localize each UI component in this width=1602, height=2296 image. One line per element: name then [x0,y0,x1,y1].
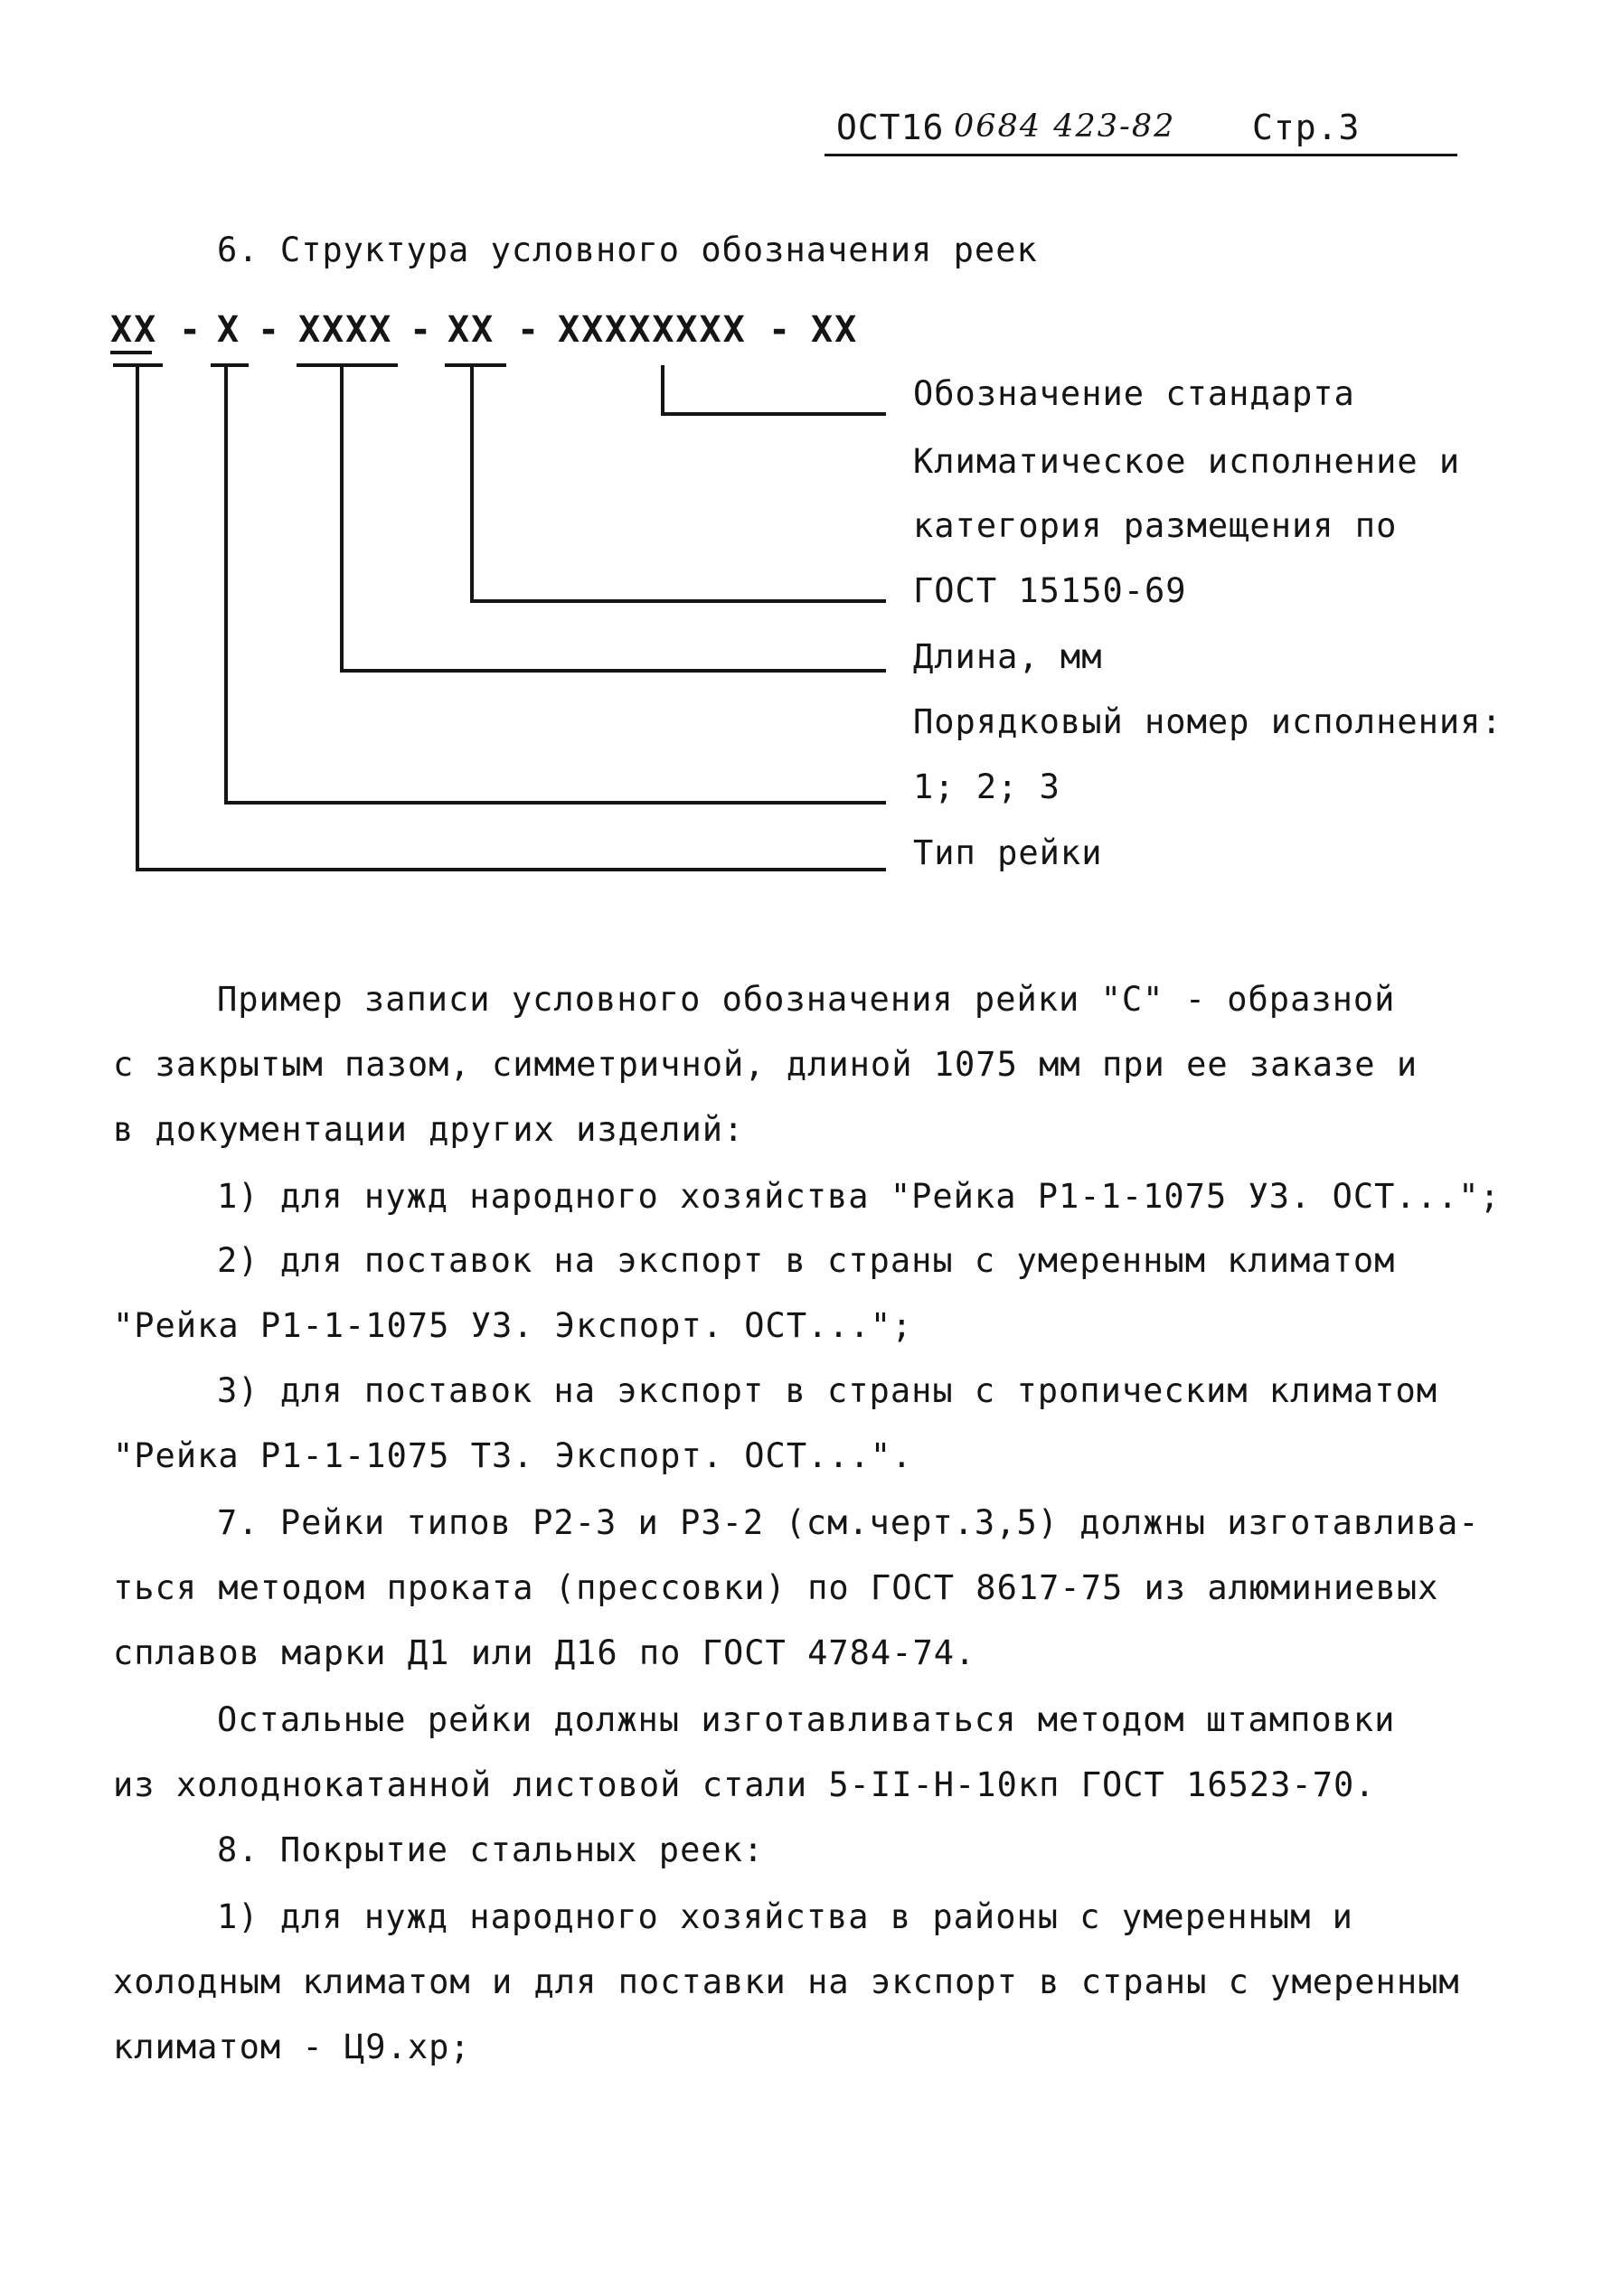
code-separator: - [768,309,793,351]
label-climate-line-2: категория размещения по [913,506,1398,545]
example-item-2-line-2: "Рейка Р1-1-1075 У3. Экспорт. ОСТ..."; [113,1306,913,1345]
code-group-variant: X [217,309,241,351]
example-item-1: 1) для нужд народного хозяйства "Рейка Р1-1-1075 У3. ОСТ..."; [217,1177,1501,1216]
section-7-line-1: 7. Рейки типов Р2-3 и Р3-2 (см.черт.3,5) должны изготавлива- [217,1503,1480,1542]
example-intro-line-2: с закрытым пазом, симметричной, длиной 1075 мм при ее заказе и [113,1045,1418,1084]
section-8-item-1-line-1: 1) для нужд народного хозяйства в районы с умеренным и [217,1897,1353,1936]
label-standard-designation: Обозначение стандарта [913,374,1355,413]
section-7-line-3: сплавов марки Д1 или Д16 по ГОСТ 4784-74. [113,1633,976,1672]
code-group-last: XX [811,309,859,351]
code-group-climate: XX [448,309,495,351]
section-6-heading: 6. Структура условного обозначения реек [217,231,1038,269]
section-8-item-1-line-3: климатом - Ц9.хр; [113,2028,471,2066]
code-separator: - [179,309,203,351]
example-intro-line-3: в документации других изделий: [113,1110,745,1149]
label-rail-type: Тип рейки [913,833,1103,872]
label-climate-line-3: ГОСТ 15150-69 [913,571,1187,610]
code-group-standard: XXXXXXXX [558,309,747,351]
section-8-item-1-line-2: холодным климатом и для поставки на экспорт в страны с умеренным [113,1962,1460,2001]
section-7-line-2: ться методом проката (прессовки) по ГОСТ 8617-75 из алюминиевых [113,1568,1439,1607]
code-separator: - [258,309,282,351]
code-separator: - [410,309,434,351]
code-separator: - [517,309,542,351]
page-number: Стр.3 [1252,108,1361,147]
standard-number-handwritten: 0684 423-82 [954,108,1176,145]
example-item-2-line-1: 2) для поставок на экспорт в страны с умеренным климатом [217,1241,1396,1280]
section-8-heading: 8. Покрытие стальных реек: [217,1830,765,1869]
example-item-3-line-2: "Рейка Р1-1-1075 Т3. Экспорт. ОСТ...". [113,1436,913,1475]
example-item-3-line-1: 3) для поставок на экспорт в страны с тропическим климатом [217,1371,1438,1410]
section-7-rest-line-1: Остальные рейки должны изготавливаться методом штамповки [217,1700,1396,1739]
code-group-length: XXXX [298,309,393,351]
standard-prefix: ОСТ16 [836,108,945,147]
example-intro-line-1: Пример записи условного обозначения рейки "С" - образной [217,980,1396,1019]
section-7-rest-line-2: из холоднокатанной листовой стали 5-II-Н-10кп ГОСТ 16523-70. [113,1765,1376,1804]
label-variant-values: 1; 2; 3 [913,767,1060,806]
label-length: Длина, мм [913,637,1103,676]
label-climate-line-1: Климатическое исполнение и [913,442,1461,481]
code-group-type: XX [110,309,158,351]
label-variant-number: Порядковый номер исполнения: [913,702,1503,741]
